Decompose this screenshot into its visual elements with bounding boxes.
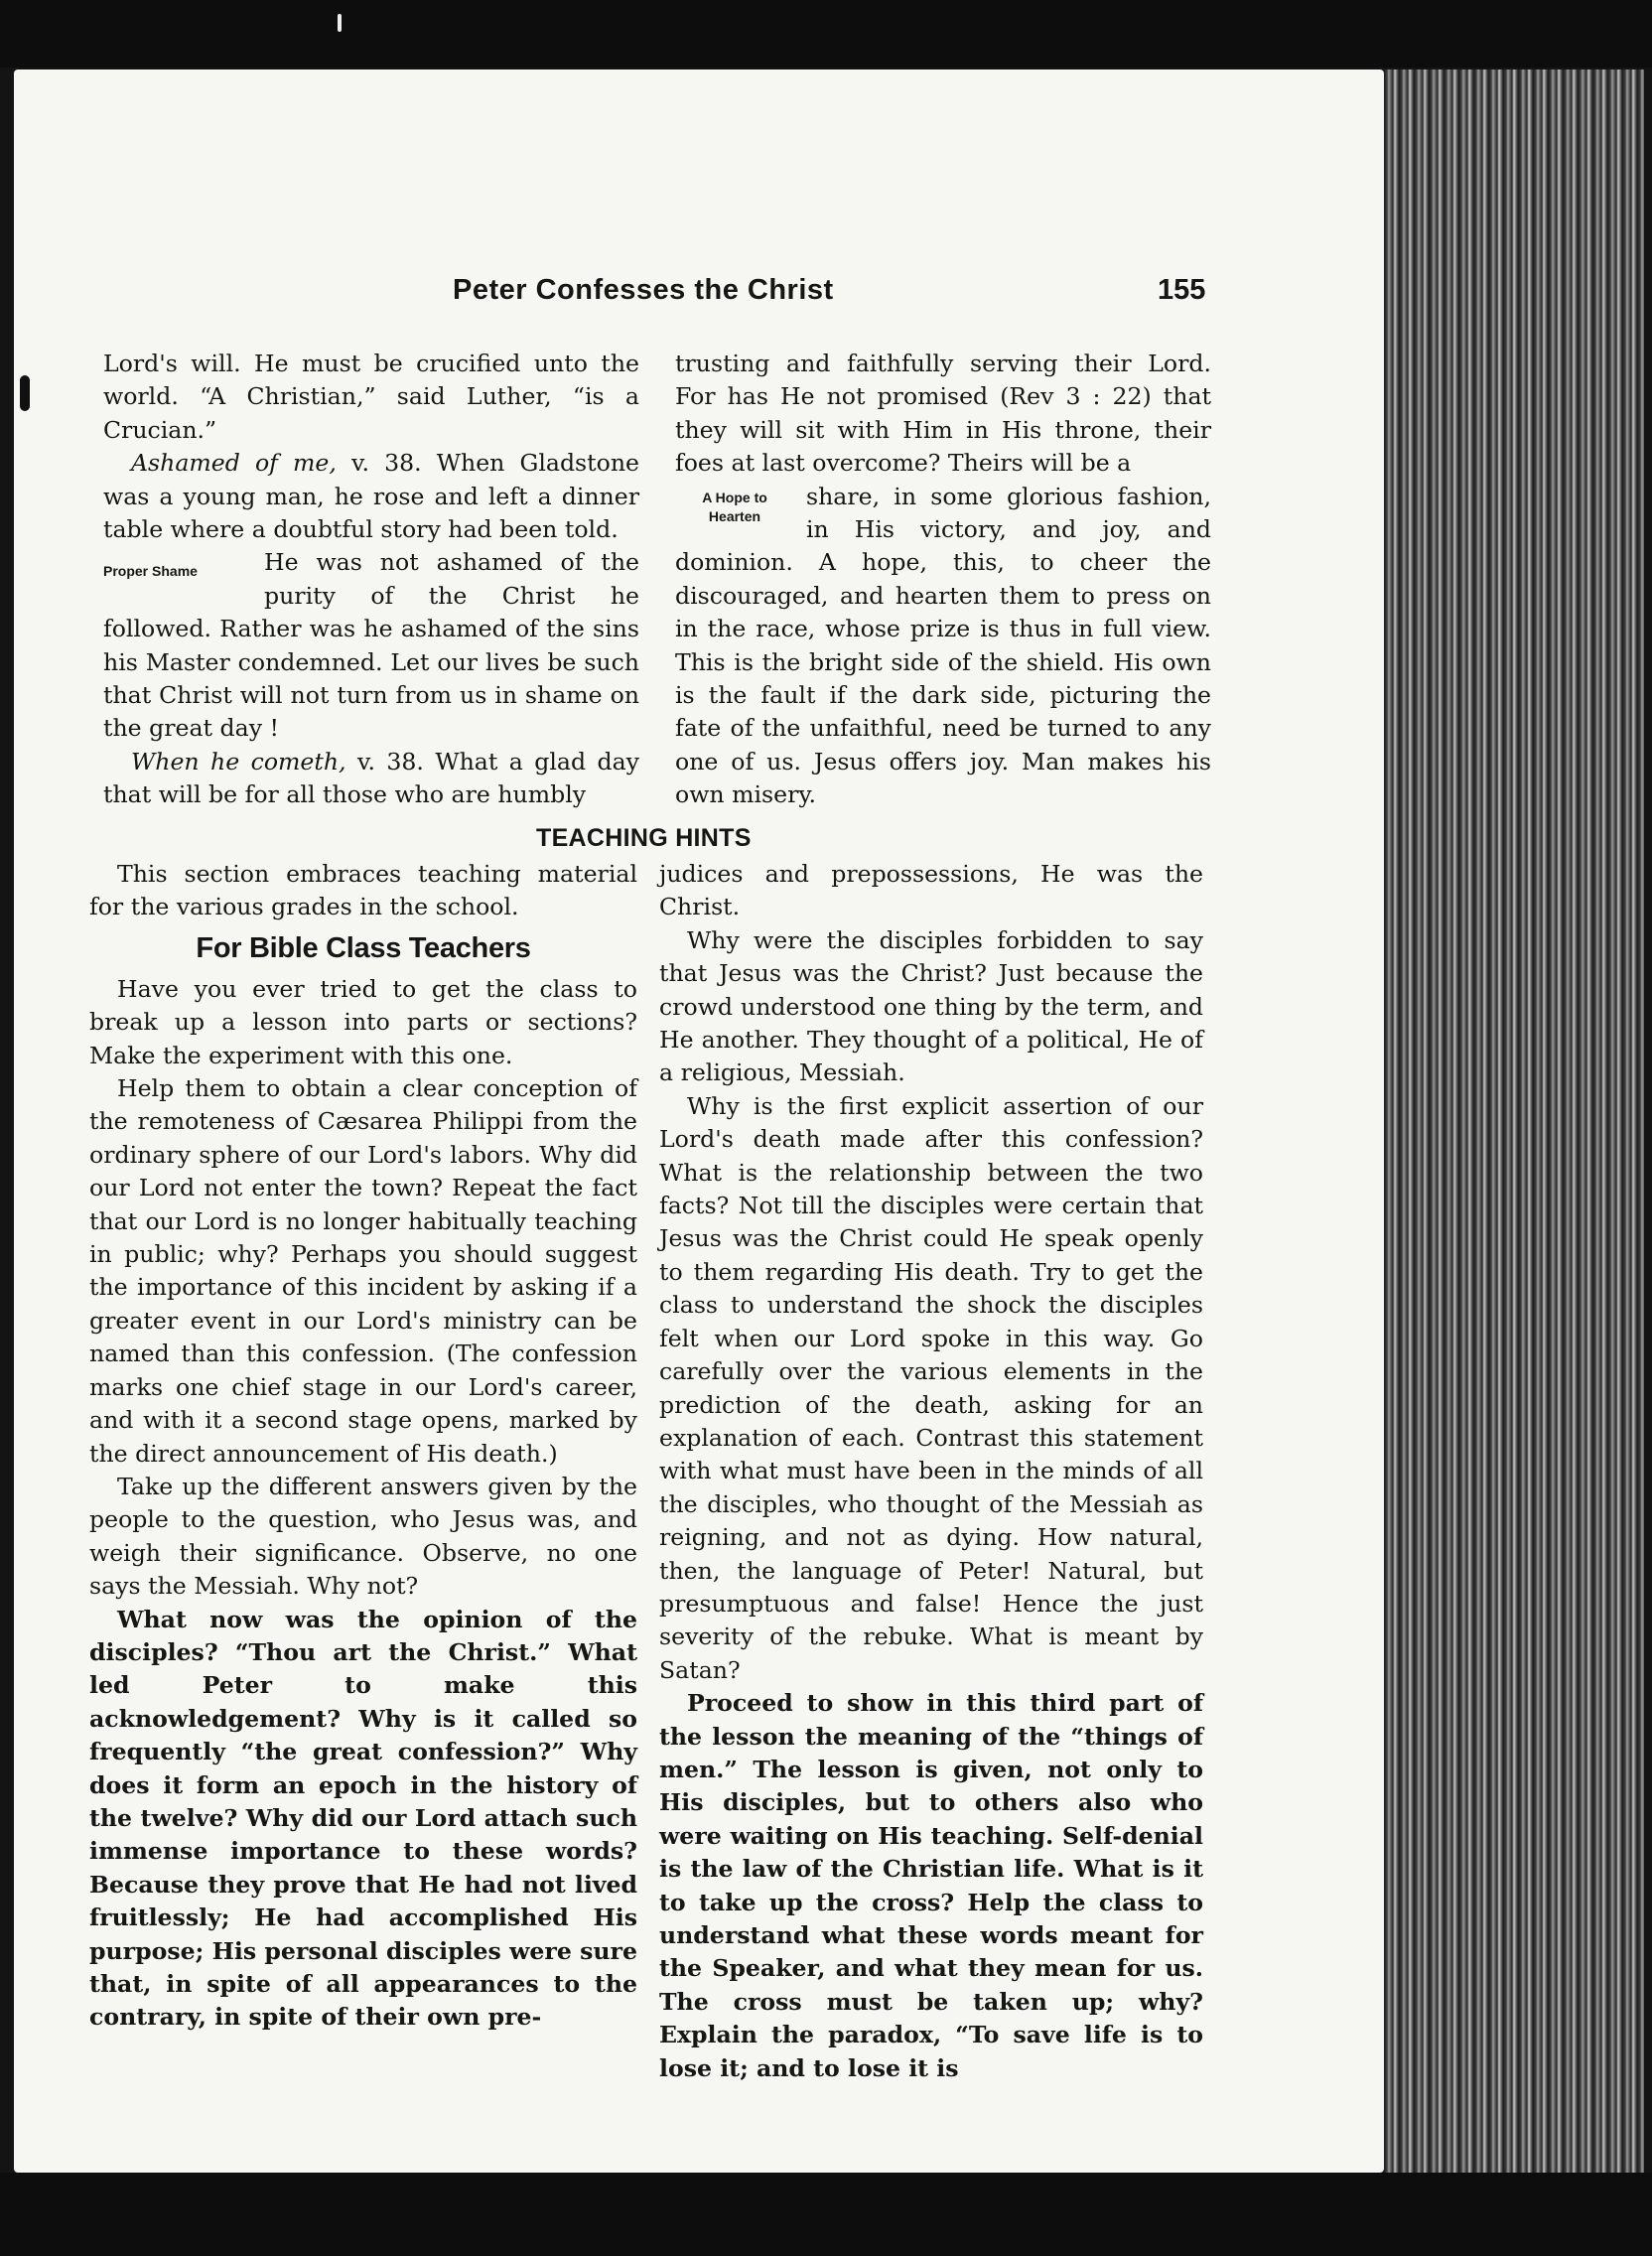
speck-mark: [20, 375, 30, 411]
paragraph: Help them to obtain a clear conception of the remoteness of Cæsarea Philippi from the ordinary sphere of our Lord's labors. Why did our Lord not enter the town? Repeat the fact that our Lord is no longer habitually teaching in public; why? Perhaps you should suggest the importance of this incident by asking if a greater event in our Lord's ministry can be named than this confession. (The confession marks one chief stage in our Lord's career, and with it a second stage opens, marked by the direct announcement of His death.): [89, 1074, 637, 1468]
running-head: [0, 274, 1370, 314]
margin-note: Proper Shame: [103, 563, 198, 580]
paragraph: [103, 746, 639, 812]
bottom-right-column: [659, 858, 1203, 2085]
paragraph-text: v. 38. When Gladstone was a young man, he rose and left a dinner table where a doubtful story had been told.: [103, 449, 639, 544]
verse-reference: Ashamed of me,: [131, 449, 337, 478]
paragraph: This section embraces teaching material for the various grades in the school.: [89, 860, 637, 921]
paragraph: trusting and faithfully serving their Lord. For has He not promised (Rev 3 : 22) that they will sit with Him in His throne, their foes at last overcome? Theirs will be a: [675, 350, 1211, 478]
subheading: For Bible Class Teachers: [196, 931, 531, 964]
paragraph: He was not ashamed of the purity of the Christ he followed. Rather was he ashamed of the sins his Master condemned. Let our lives be such that Christ will not turn from us in shame on the great day !: [103, 548, 639, 743]
paragraph: Why is the first explicit assertion of our Lord's death made after this confession? What is the relationship between the two facts? Not till the disciples were certain that Jesus was the Christ could He speak openly to them regarding His death. Try to get the class to understand the shock the disciples felt when our Lord spoke in this way. Go carefully over the various elements in the prediction of the death, asking for an explanation of each. Contrast this statement with what must have been in the minds of all the disciples, who thought of the Messiah as reigning, and not as dying. How natural, then, the language of Peter! Natural, but presumptuous and false! Hence the just severity of the rebuke. What is meant by Satan?: [659, 1091, 1203, 1684]
paragraph: Why were the disciples forbidden to say that Jesus was the Christ? Just because the crowd understood one thing by the term, and He another. They thought of a political, He of a religious, Messiah.: [659, 925, 1203, 1087]
page-number: 155: [1158, 274, 1206, 306]
scan-border-top: [0, 0, 1652, 68]
paragraph: [103, 447, 639, 546]
verse-reference: When he cometh,: [131, 747, 346, 776]
paragraph: What now was the opinion of the disciples? “Thou art the Christ.” What led Peter to make this acknowledgement? Why is it called so frequently “the great confession?” Why does it form an epoch in the history of the twelve? Why did our Lord attach such immense importance to these words? Because they prove that He had not lived fruitlessly; He had accomplished His purpose; His personal disciples were sure that, in spite of all appearances to the contrary, in spite of their own pre-: [89, 1605, 637, 2032]
paragraph: Take up the different answers given by the people to the question, who Jesus was, and weigh their significance. Observe, no one says the Messiah. Why not?: [89, 1472, 637, 1601]
paragraph: share, in some glorious fashion, in His victory, and joy, and dominion. A hope, this, to cheer the discouraged, and hearten them to press on in the race, whose prize is thus in full view. This is the bright side of the shield. His own is the fault if the dark side, picturing the fate of the unfaithful, need be turned to any one of us. Jesus offers joy. Man makes his own misery.: [675, 482, 1211, 809]
top-right-column: [675, 348, 1211, 812]
paragraph-text: v. 38. What a glad day that will be for all those who are humbly: [103, 747, 639, 809]
bottom-left-column: [89, 858, 637, 2035]
scan-border-bottom: [0, 2173, 1652, 2256]
paragraph: judices and prepossessions, He was the Christ.: [659, 860, 1203, 921]
top-left-column: [103, 348, 639, 812]
paragraph: Have you ever tried to get the class to break up a lesson into parts or sections? Make the experiment with this one.: [89, 974, 637, 1069]
paragraph: Proceed to show in this third part of the lesson the meaning of the “things of men.” The lesson is given, not only to His disciples, but to others also who were waiting on His teaching. Self-denial is the law of the Christian life. What is it to take up the cross? Help the class to understand what these words meant for the Speaker, and what they mean for us. The cross must be taken up; why? Explain the paradox, “To save life is to lose it; and to lose it is: [659, 1689, 1203, 2082]
margin-note: A Hope to Hearten: [702, 489, 767, 524]
section-heading: TEACHING HINTS: [536, 824, 752, 852]
running-head-title: Peter Confesses the Christ: [453, 274, 834, 306]
speck-mark: [338, 14, 342, 32]
book-page-edges: [1384, 70, 1644, 2173]
paragraph: Lord's will. He must be crucified unto the world. “A Christian,” said Luther, “is a Crucian.”: [103, 350, 639, 444]
